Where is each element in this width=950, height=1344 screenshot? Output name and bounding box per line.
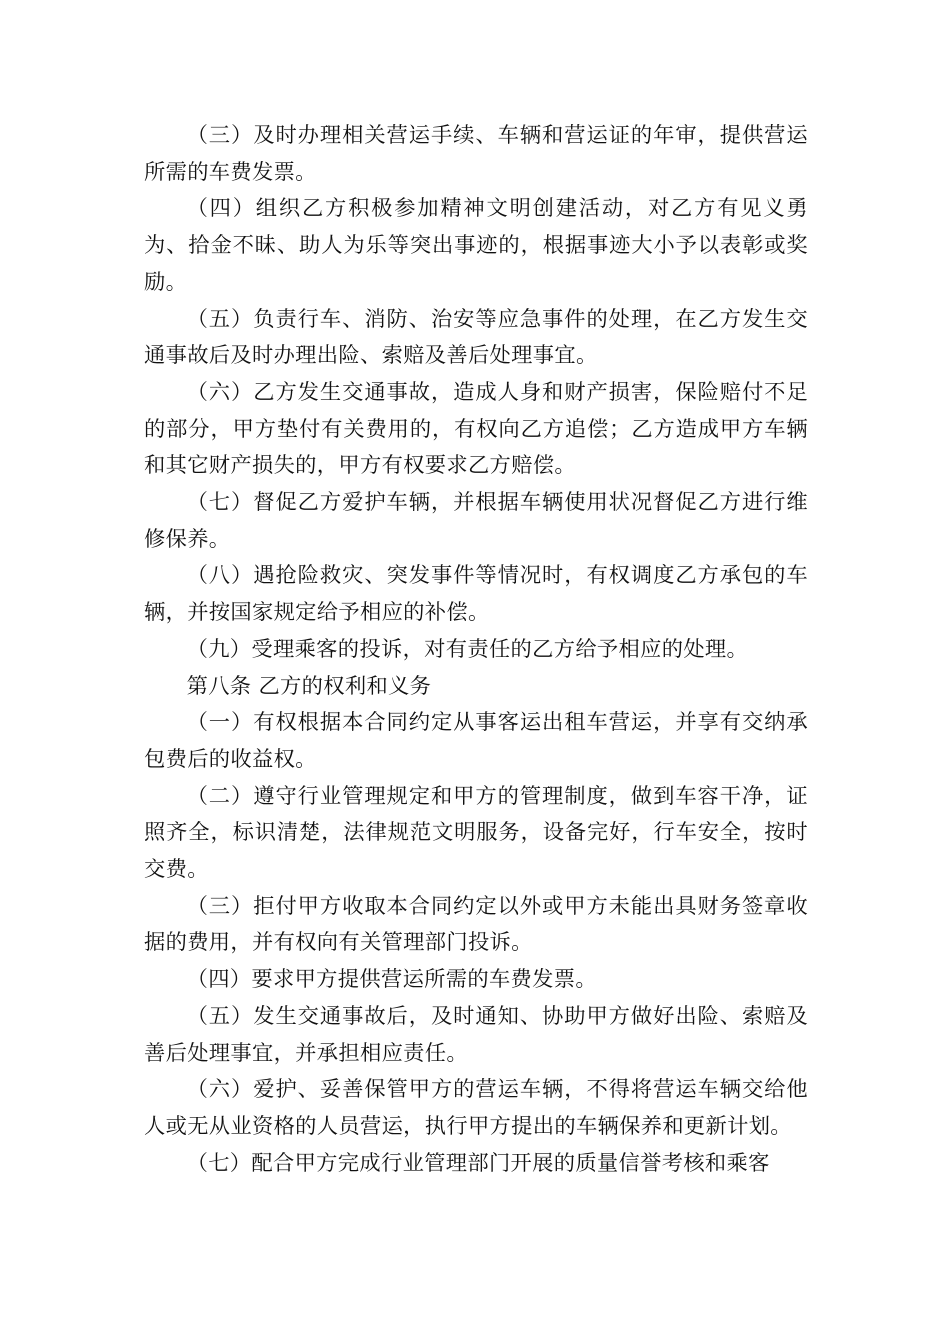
- clause-paragraph: （五）负责行车、消防、治安等应急事件的处理，在乙方发生交通事故后及时办理出险、索赔及善后处理事宜。: [144, 306, 808, 369]
- clause-paragraph: （六）爱护、妥善保管甲方的营运车辆，不得将营运车辆交给他人或无从业资格的人员营运，执行甲方提出的车辆保养和更新计划。: [144, 1077, 808, 1139]
- document-page: [144, 118, 808, 1182]
- clause-paragraph: （九）受理乘客的投诉，对有责任的乙方给予相应的处理。: [186, 636, 749, 662]
- clause-paragraph: （三）及时办理相关营运手续、车辆和营运证的年审，提供营运所需的车费发票。: [144, 123, 808, 185]
- clause-paragraph: （七）配合甲方完成行业管理部门开展的质量信誉考核和乘客: [186, 1150, 770, 1176]
- clause-paragraph: （八）遇抢险救灾、突发事件等情况时，有权调度乙方承包的车辆，并按国家规定给予相应的补偿。: [144, 563, 808, 626]
- clause-paragraph: （五）发生交通事故后，及时通知、协助甲方做好出险、索赔及善后处理事宜，并承担相应责任。: [144, 1003, 808, 1066]
- clause-paragraph: （七）督促乙方爱护车辆，并根据车辆使用状况督促乙方进行维修保养。: [144, 490, 808, 552]
- clause-paragraph: （四）要求甲方提供营运所需的车费发票。: [186, 967, 597, 993]
- clause-paragraph: （一）有权根据本合同约定从事客运出租车营运，并享有交纳承包费后的收益权。: [144, 710, 808, 772]
- clause-paragraph: （三）拒付甲方收取本合同约定以外或甲方未能出具财务签章收据的费用，并有权向有关管理部门投诉。: [144, 893, 808, 956]
- clause-paragraph: （六）乙方发生交通事故，造成人身和财产损害，保险赔付不足的部分，甲方垫付有关费用的，有权向乙方追偿；乙方造成甲方车辆和其它财产损失的，甲方有权要求乙方赔偿。: [144, 379, 808, 479]
- clause-paragraph: （二）遵守行业管理规定和甲方的管理制度，做到车容干净，证照齐全，标识清楚，法律规范文明服务，设备完好，行车安全，按时交费。: [144, 783, 808, 883]
- article-heading: 第八条 乙方的权利和义务: [186, 673, 432, 699]
- clause-paragraph: （四）组织乙方积极参加精神文明创建活动，对乙方有见义勇为、拾金不昧、助人为乐等突出事迹的，根据事迹大小予以表彰或奖励。: [144, 196, 808, 295]
